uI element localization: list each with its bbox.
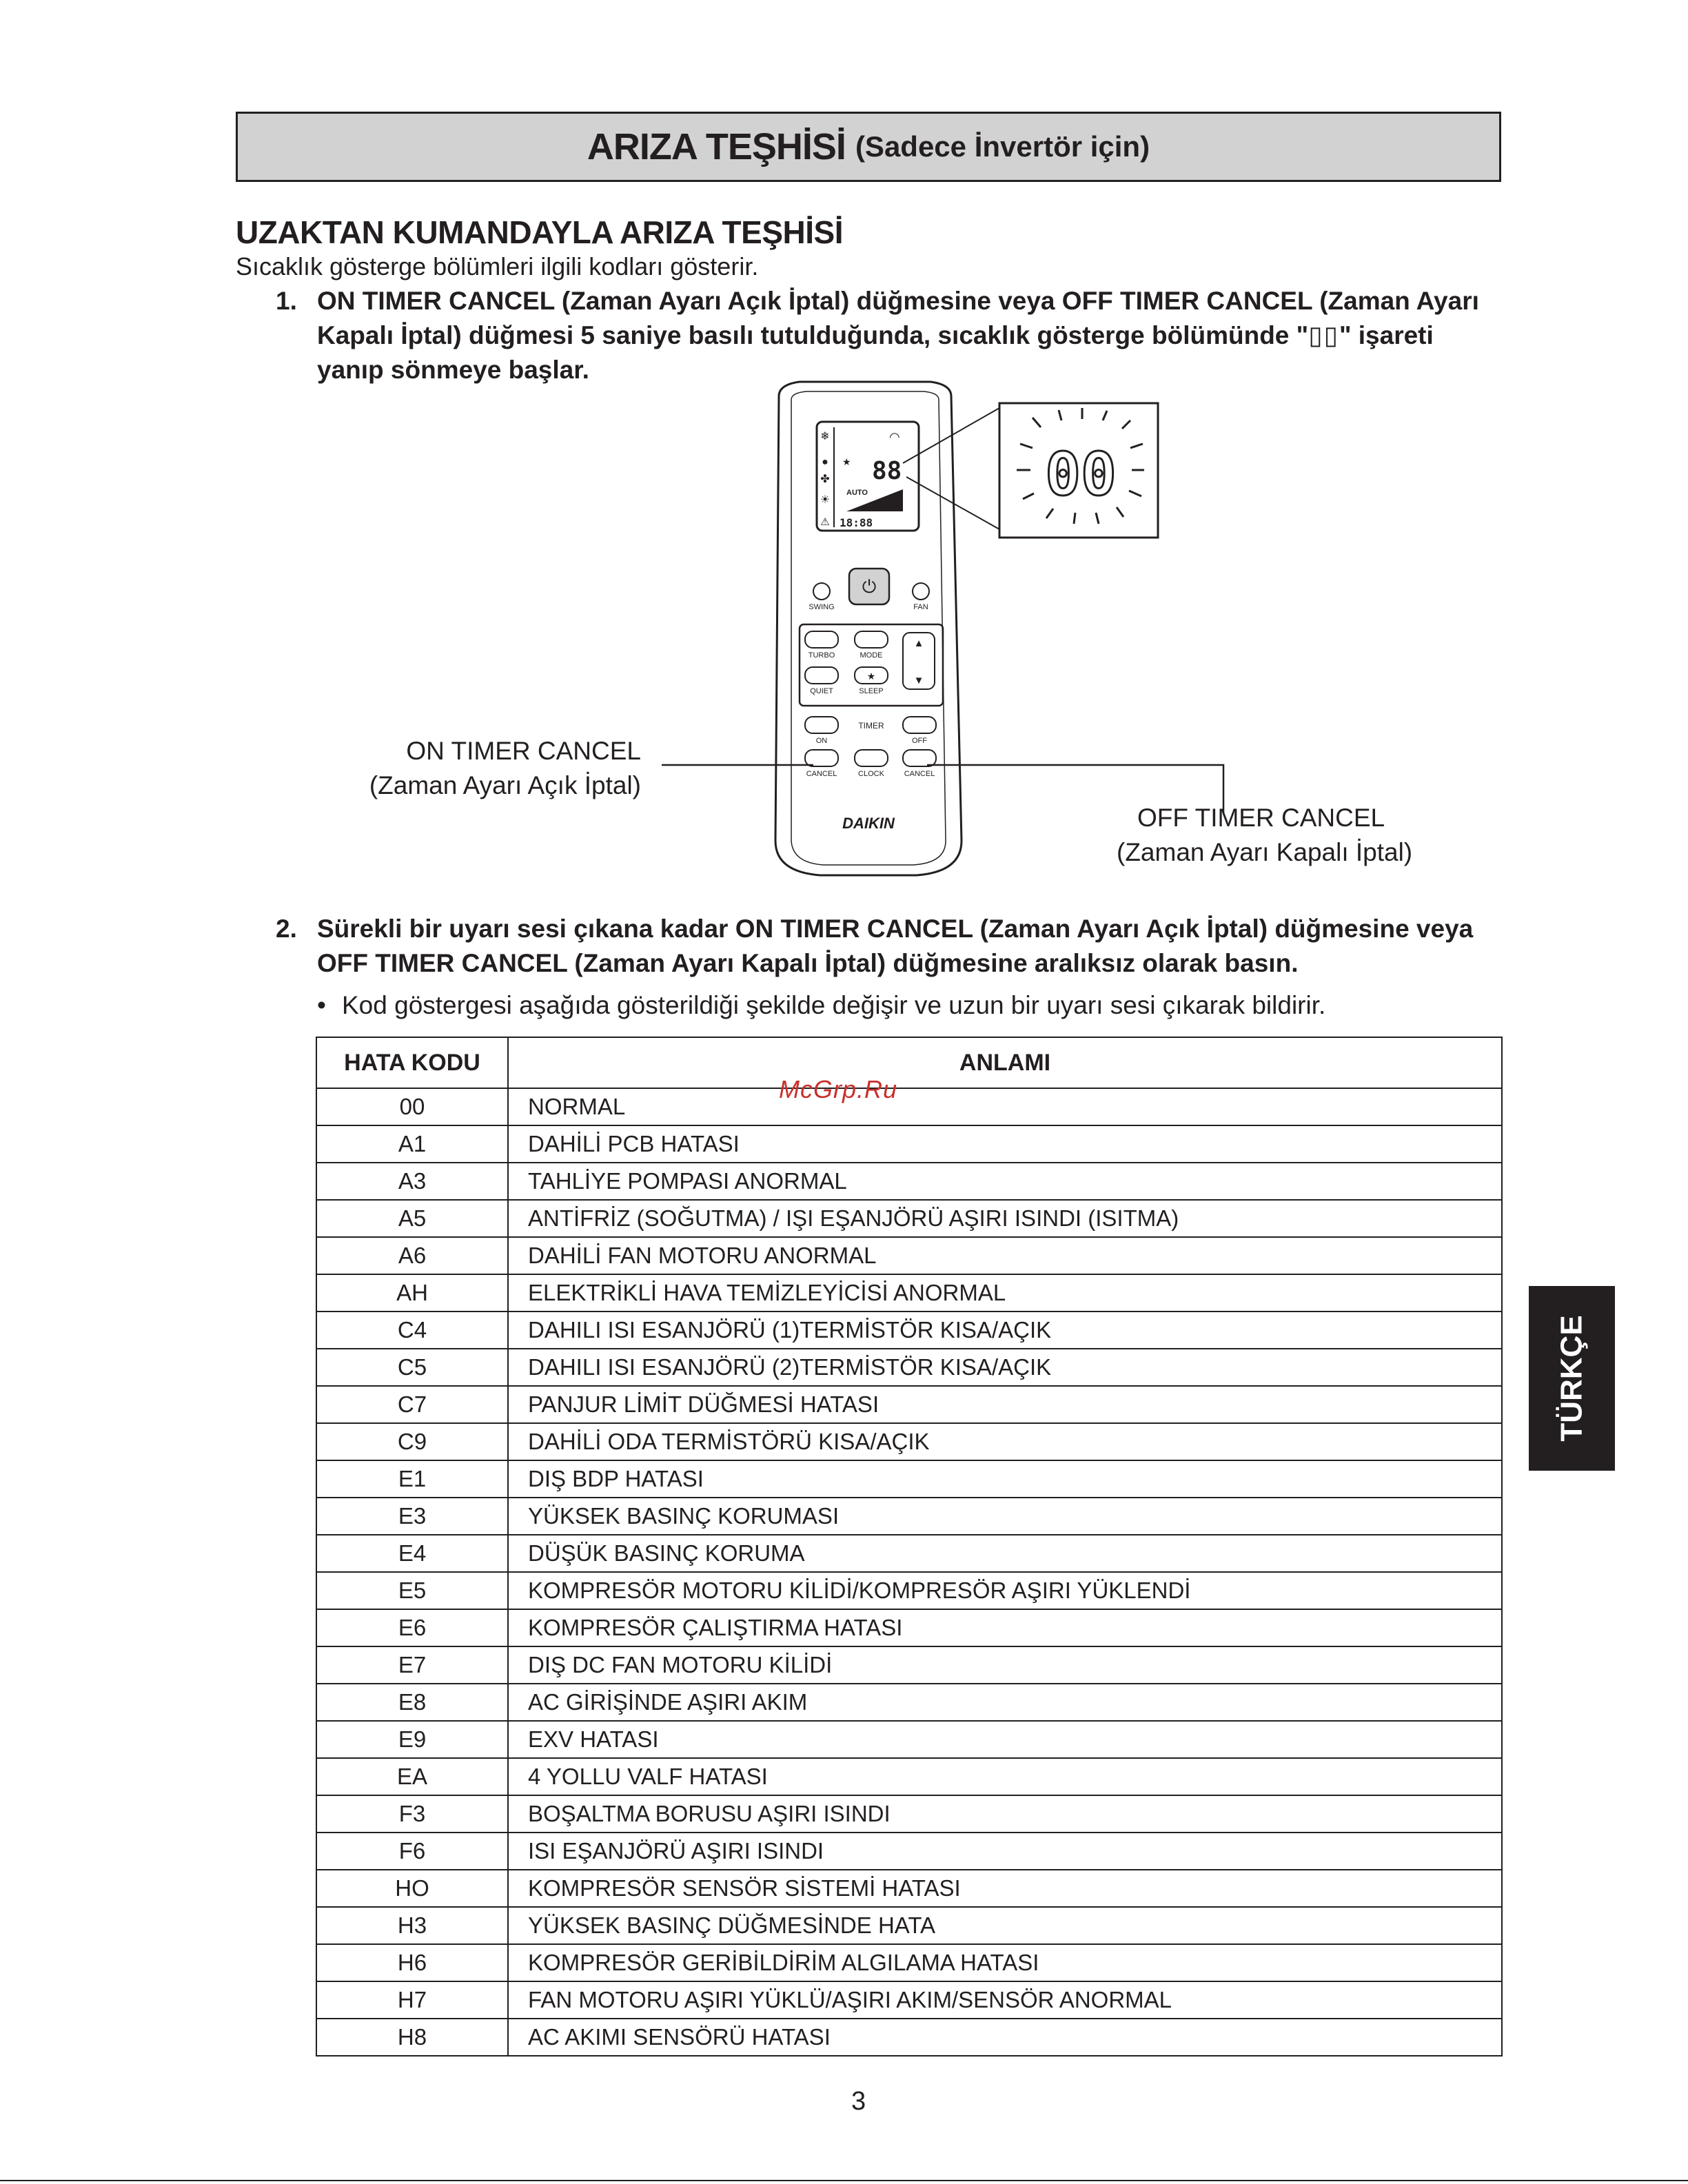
table-row — [316, 1088, 1502, 1125]
step2-line2: OFF TIMER CANCEL (Zaman Ayarı Kapalı İptal) düğmesine aralıksız olarak basın. — [317, 949, 1299, 977]
error-code: A1 — [316, 1125, 508, 1163]
cancel-on-label: CANCEL — [806, 770, 837, 778]
error-meaning: EXV HATASI — [508, 1721, 1502, 1758]
table-row — [316, 1312, 1502, 1349]
segment-symbol: ▯▯ — [1308, 321, 1339, 349]
error-code: A6 — [316, 1237, 508, 1274]
on-timer-cancel-callout — [345, 734, 641, 803]
error-meaning: KOMPRESÖR SENSÖR SİSTEMİ HATASI — [508, 1870, 1502, 1907]
timer-label: TIMER — [858, 721, 884, 731]
swing-label: SWING — [809, 603, 835, 611]
watermark: McGrp.Ru — [779, 1075, 898, 1103]
error-meaning: DAHILI ISI ESANJÖRÜ (2)TERMİSTÖR KISA/AÇIK — [508, 1349, 1502, 1386]
warning-icon: ⚠ — [820, 516, 830, 528]
off-timer-cancel-callout — [1117, 801, 1475, 870]
quiet-label: QUIET — [810, 687, 833, 695]
lcd-temperature-digits: 88 — [872, 457, 902, 485]
table-row — [316, 1237, 1502, 1274]
table-row — [316, 1349, 1502, 1386]
off-callout-line1: OFF TIMER CANCEL — [1137, 804, 1385, 832]
wireless-icon: ◠ — [889, 430, 900, 444]
error-meaning: TAHLİYE POMPASI ANORMAL — [508, 1163, 1502, 1200]
sun-icon: ☀ — [820, 494, 831, 506]
table-row — [316, 1721, 1502, 1758]
error-code: C4 — [316, 1312, 508, 1349]
fan-mode-icon: ✤ — [820, 473, 830, 485]
error-code: E8 — [316, 1684, 508, 1721]
error-meaning: PANJUR LİMİT DÜĞMESİ HATASI — [508, 1386, 1502, 1423]
error-code: H7 — [316, 1981, 508, 2019]
section-heading: UZAKTAN KUMANDAYLA ARIZA TEŞHİSİ — [236, 214, 843, 250]
table-row — [316, 1125, 1502, 1163]
sleep-label: SLEEP — [859, 687, 884, 695]
error-code: H3 — [316, 1907, 508, 1944]
off-label: OFF — [912, 737, 927, 745]
snow-icon: ❄ — [820, 431, 830, 442]
error-meaning: DAHİLİ ODA TERMİSTÖRÜ KISA/AÇIK — [508, 1423, 1502, 1460]
table-row — [316, 1646, 1502, 1684]
on-callout-line1: ON TIMER CANCEL — [406, 737, 641, 765]
bullet-note — [317, 991, 1325, 1020]
table-row — [316, 1498, 1502, 1535]
step1-line2-end: " işareti — [1339, 321, 1434, 349]
language-tab — [1529, 1286, 1615, 1471]
error-meaning: DAHİLİ FAN MOTORU ANORMAL — [508, 1237, 1502, 1274]
error-meaning: DIŞ DC FAN MOTORU KİLİDİ — [508, 1646, 1502, 1684]
error-code: C9 — [316, 1423, 508, 1460]
error-meaning: ANTİFRİZ (SOĞUTMA) / IŞI EŞANJÖRÜ AŞIRI ISINDI (ISITMA) — [508, 1200, 1502, 1237]
table-row — [316, 1870, 1502, 1907]
error-code: F6 — [316, 1833, 508, 1870]
drop-icon: ● — [822, 456, 828, 468]
error-meaning: YÜKSEK BASINÇ DÜĞMESİNDE HATA — [508, 1907, 1502, 1944]
remote-lcd — [817, 422, 919, 531]
table-header-row — [316, 1037, 1502, 1088]
error-meaning: AC AKIMI SENSÖRÜ HATASI — [508, 2019, 1502, 2056]
table-row — [316, 1944, 1502, 1981]
error-code: EA — [316, 1758, 508, 1795]
error-code: A5 — [316, 1200, 508, 1237]
temp-up-icon: ▲ — [913, 637, 924, 649]
table-row — [316, 2019, 1502, 2056]
error-meaning: DAHİLİ PCB HATASI — [508, 1125, 1502, 1163]
power-icon: ⏻ — [862, 576, 877, 597]
error-meaning: KOMPRESÖR GERİBİLDİRİM ALGILAMA HATASI — [508, 1944, 1502, 1981]
error-code-table — [316, 1037, 1503, 2057]
cancel-off-label: CANCEL — [904, 770, 935, 778]
header-code: HATA KODU — [316, 1037, 508, 1088]
brand-logo: DAIKIN — [842, 815, 895, 832]
error-code: C7 — [316, 1386, 508, 1423]
error-meaning: FAN MOTORU AŞIRI YÜKLÜ/AŞIRI AKIM/SENSÖR ANORMAL — [508, 1981, 1502, 2019]
error-code: E5 — [316, 1572, 508, 1609]
intro-text: Sıcaklık gösterge bölümleri ilgili kodları gösterir. — [236, 252, 759, 280]
error-code: E3 — [316, 1498, 508, 1535]
table-row — [316, 1460, 1502, 1498]
page-title: ARIZA TEŞHİSİ — [587, 126, 846, 167]
bullet-text: Kod göstergesi aşağıda gösterildiği şekilde değişir ve uzun bir uyarı sesi çıkarak bildirir. — [342, 991, 1326, 1019]
error-code: 00 — [316, 1088, 508, 1125]
clock-label: CLOCK — [858, 770, 884, 778]
table-body — [316, 1088, 1502, 2056]
lcd-clock-digits: 18:88 — [840, 516, 873, 529]
lcd-auto-label: AUTO — [846, 489, 868, 497]
table-row — [316, 1572, 1502, 1609]
fan-label: FAN — [913, 603, 928, 611]
off-callout-line2: (Zaman Ayarı Kapalı İptal) — [1117, 838, 1413, 866]
table-row — [316, 1609, 1502, 1646]
error-code: E4 — [316, 1535, 508, 1572]
header-meaning: ANLAMI — [508, 1037, 1502, 1088]
table-row — [316, 1423, 1502, 1460]
zoom-blinking-digits: 00 — [1045, 440, 1117, 509]
table-row — [316, 1535, 1502, 1572]
error-meaning: 4 YOLLU VALF HATASI — [508, 1758, 1502, 1795]
table-row — [316, 1200, 1502, 1237]
error-code: E9 — [316, 1721, 508, 1758]
error-meaning: KOMPRESÖR MOTORU KİLİDİ/KOMPRESÖR AŞIRI YÜKLENDİ — [508, 1572, 1502, 1609]
step1-line3: yanıp sönmeye başlar. — [317, 356, 589, 384]
step2-number: 2. — [276, 915, 297, 943]
error-meaning: DÜŞÜK BASINÇ KORUMA — [508, 1535, 1502, 1572]
turbo-label: TURBO — [808, 651, 835, 660]
table-row — [316, 1833, 1502, 1870]
on-label: ON — [815, 737, 828, 745]
error-meaning: BOŞALTMA BORUSU AŞIRI ISINDI — [508, 1795, 1502, 1833]
error-meaning: ELEKTRİKLİ HAVA TEMİZLEYİCİSİ ANORMAL — [508, 1274, 1502, 1312]
error-meaning: KOMPRESÖR ÇALIŞTIRMA HATASI — [508, 1609, 1502, 1646]
error-meaning: AC GİRİŞİNDE AŞIRI AKIM — [508, 1684, 1502, 1721]
step2-line1: Sürekli bir uyarı sesi çıkana kadar ON TIMER CANCEL (Zaman Ayarı Açık İptal) düğmesine veya — [317, 915, 1474, 943]
temp-down-icon: ▼ — [913, 675, 924, 686]
table-row — [316, 1758, 1502, 1795]
step1-line1: ON TIMER CANCEL (Zaman Ayarı Açık İptal) düğmesine veya OFF TIMER CANCEL (Zaman Ayarı — [317, 287, 1479, 315]
bullet-dot-icon: • — [317, 991, 326, 1019]
error-code: C5 — [316, 1349, 508, 1386]
error-code: A3 — [316, 1163, 508, 1200]
page-number: 3 — [851, 2087, 866, 2116]
error-meaning: NORMAL — [508, 1088, 1502, 1125]
bottom-rule — [0, 2180, 1688, 2181]
step2-text — [317, 912, 1503, 981]
error-meaning: ISI EŞANJÖRÜ AŞIRI ISINDI — [508, 1833, 1502, 1870]
table-row — [316, 1386, 1502, 1423]
error-meaning: DAHILI ISI ESANJÖRÜ (1)TERMİSTÖR KISA/AÇIK — [508, 1312, 1502, 1349]
step1-line2 — [317, 318, 1503, 353]
language-tab-label: TÜRKÇE — [1554, 1315, 1589, 1442]
step1-number: 1. — [276, 287, 297, 315]
error-meaning: DIŞ BDP HATASI — [508, 1460, 1502, 1498]
table-row — [316, 1274, 1502, 1312]
error-code: E1 — [316, 1460, 508, 1498]
mode-label: MODE — [860, 651, 883, 660]
page-subtitle: (Sadece İnvertör için) — [855, 130, 1150, 163]
error-code: E7 — [316, 1646, 508, 1684]
table-row — [316, 1907, 1502, 1944]
error-code: AH — [316, 1274, 508, 1312]
error-code: F3 — [316, 1795, 508, 1833]
on-callout-line2: (Zaman Ayarı Açık İptal) — [369, 771, 641, 799]
error-code: E6 — [316, 1609, 508, 1646]
table-row — [316, 1684, 1502, 1721]
table-row — [316, 1163, 1502, 1200]
title-bar — [236, 112, 1501, 182]
error-code: HO — [316, 1870, 508, 1907]
error-code: H6 — [316, 1944, 508, 1981]
error-code: H8 — [316, 2019, 508, 2056]
step1-line2-start: Kapalı İptal) düğmesi 5 saniye basılı tutulduğunda, sıcaklık gösterge bölümünde " — [317, 321, 1309, 349]
table-row — [316, 1795, 1502, 1833]
sleep-star-icon: ★ — [866, 671, 876, 682]
table-row — [316, 1981, 1502, 2019]
error-meaning: YÜKSEK BASINÇ KORUMASI — [508, 1498, 1502, 1535]
star-icon: ★ — [842, 456, 851, 467]
